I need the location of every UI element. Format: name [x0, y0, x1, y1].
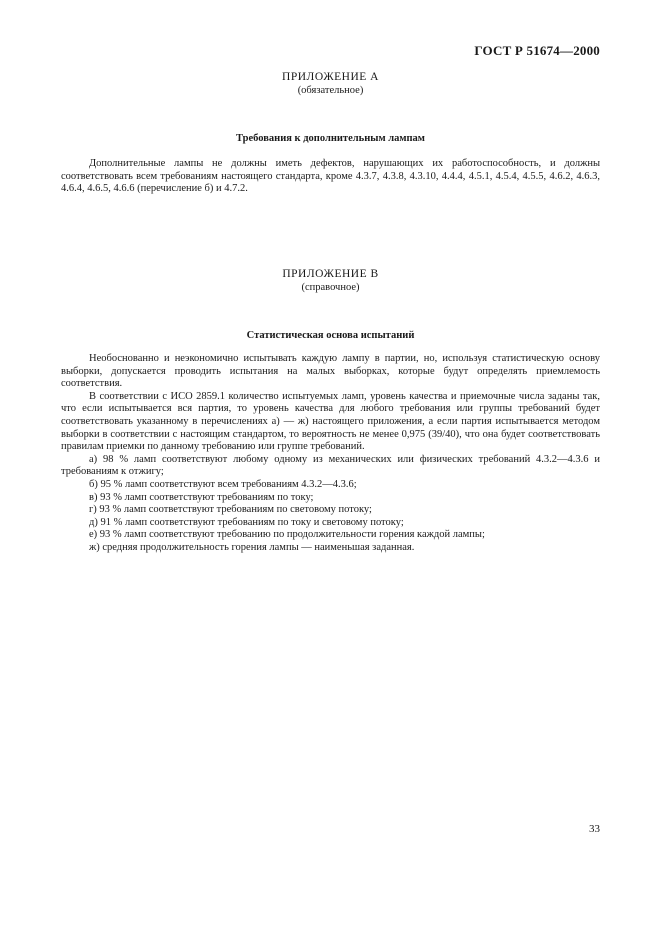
- list-item: а) 98 % ламп соответствуют любому одному из механических или физических требований 4.3.2—4.3.6 и требованиям к отжигу;: [61, 453, 600, 478]
- appendix-a-title: ПРИЛОЖЕНИЕ А: [282, 71, 379, 83]
- page-number: 33: [589, 823, 600, 835]
- list-item: е) 93 % ламп соответствуют требованию по продолжительности горения каждой лампы;: [89, 529, 485, 541]
- appendix-a-status: (обязательное): [297, 85, 364, 96]
- appendix-b-heading: Статистическая основа испытаний: [246, 330, 415, 341]
- appendix-b-paragraph-2: В соответствии с ИСО 2859.1 количество испытуемых ламп, уровень качества и приемочные числа заданы так, что если испытывается вся партия, то уровень качества для любого требования или группы требований будет соответствовать указанному в перечислениях а) — ж) настоящего приложения, а если партия испытывается методом выборки в соответствии с настоящим стандартом, то вероятность не менее 0,975 (39/40), что она будет соответствовать правилам приемки по данному требованию или группе требований.: [61, 390, 600, 453]
- list-item: д) 91 % ламп соответствуют требованиям по току и световому потоку;: [89, 516, 404, 528]
- appendix-a-body: [61, 158, 600, 196]
- document-id-header: ГОСТ Р 51674—2000: [474, 43, 600, 58]
- list-item: г) 93 % ламп соответствуют требованиям по световому потоку;: [89, 504, 372, 516]
- list-item: б) 95 % ламп соответствуют всем требованиям 4.3.2—4.3.6;: [89, 478, 357, 490]
- appendix-b-paragraph-1: Необоснованно и неэкономично испытывать каждую лампу в партии, но, используя статистическую основу выборки, допускается проводить испытания на малых выборках, которые будут определять приемлемость соответствия.: [61, 353, 600, 390]
- appendix-b-body: [61, 353, 600, 555]
- appendix-b-status: (справочное): [301, 282, 360, 293]
- appendix-b-title: ПРИЛОЖЕНИЕ В: [282, 268, 379, 280]
- appendix-a-paragraph: Дополнительные лампы не должны иметь дефектов, нарушающих их работоспособность, и должны соответствовать всем требованиям настоящего стандарта, кроме 4.3.7, 4.3.8, 4.3.10, 4.4.4, 4.5.1, 4.5.4, 4.5.5, 4.6.2, 4.6.3, 4.6.4, 4.6.5, 4.6.6 (перечисление б) и 4.7.2.: [61, 158, 600, 195]
- appendix-a-heading: Требования к дополнительным лампам: [236, 133, 425, 144]
- list-item: в) 93 % ламп соответствуют требованиям по току;: [89, 491, 314, 503]
- list-item: ж) средняя продолжительность горения лампы — наименьшая заданная.: [89, 541, 415, 553]
